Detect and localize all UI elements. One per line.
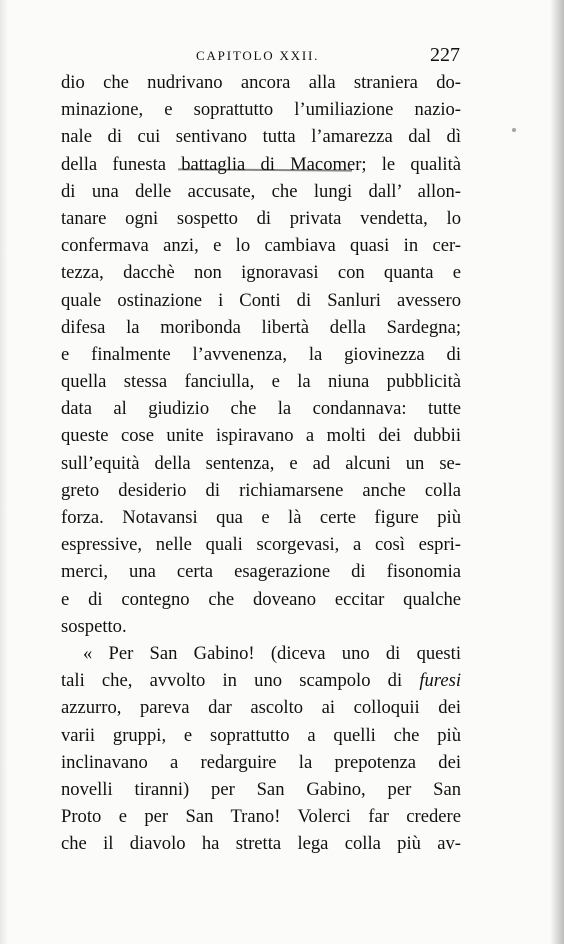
text-line: nale di cui sentivano tutta l’amarezza dal dì bbox=[61, 126, 461, 148]
text-line: Proto e per San Trano! Volerci far credere bbox=[61, 806, 461, 828]
page-gutter-shadow bbox=[0, 0, 8, 944]
text-line: confermava anzi, e lo cambiava quasi in cer- bbox=[61, 235, 461, 257]
text-line: tezza, dacchè non ignoravasi con quanta e bbox=[61, 262, 461, 284]
text-line: difesa la moribonda libertà della Sardegna; bbox=[61, 316, 461, 338]
running-head bbox=[60, 44, 460, 68]
text-fragment: tali che, avvolto in uno scampolo di bbox=[61, 670, 420, 692]
page-edge-shadow bbox=[550, 0, 564, 944]
text-line: della funesta battaglia di Macomer; le qualità bbox=[61, 153, 461, 175]
text-line: minazione, e soprattutto l’umiliazione nazio- bbox=[61, 99, 461, 121]
text-line: espressive, nelle quali scorgevasi, a così espri- bbox=[61, 534, 461, 556]
text-line-with-italic bbox=[61, 667, 461, 694]
page-number: 227 bbox=[430, 44, 460, 66]
text-line: sospetto. bbox=[61, 615, 127, 637]
text-line: quale ostinazione i Conti di Sanluri avessero bbox=[61, 289, 461, 311]
text-line: greto desiderio di richiamarsene anche colla bbox=[61, 479, 461, 501]
text-line: quella stessa fanciulla, e la niuna pubblicità bbox=[61, 371, 461, 393]
text-line: dio che nudrivano ancora alla straniera do- bbox=[61, 72, 461, 93]
text-line: novelli tiranni) per San Gabino, per San bbox=[61, 778, 461, 800]
margin-dot bbox=[512, 128, 516, 132]
text-line: e di contegno che doveano eccitar qualche bbox=[61, 588, 461, 610]
text-line: merci, una certa esagerazione di fisonomia bbox=[61, 561, 461, 583]
italic-word: furesi bbox=[419, 670, 461, 692]
text-line: tanare ogni sospetto di privata vendetta, lo bbox=[61, 207, 461, 229]
chapter-heading: CAPITOLO XXII. bbox=[196, 48, 320, 63]
body-text bbox=[61, 69, 461, 857]
text-line: sull’equità della sentenza, e ad alcuni un se- bbox=[61, 452, 461, 474]
text-line: di una delle accusate, che lungi dall’ allon- bbox=[61, 180, 461, 202]
text-line: inclinavano a redarguire la prepotenza dei bbox=[61, 751, 461, 773]
text-line: data al giudizio che la condannava: tutte bbox=[61, 398, 461, 420]
text-line: « Per San Gabino! (diceva uno di questi bbox=[83, 642, 461, 664]
text-line: forza. Notavansi qua e là certe figure più bbox=[61, 507, 461, 528]
text-line: che il diavolo ha stretta lega colla più av- bbox=[61, 833, 461, 855]
text-line: azzurro, pareva dar ascolto ai colloquii dei bbox=[61, 697, 461, 719]
text-line: queste cose unite ispiravano a molti dei dubbii bbox=[61, 425, 461, 447]
text-line: e finalmente l’avvenenza, la giovinezza di bbox=[61, 343, 461, 365]
text-line: varii gruppi, e soprattutto a quelli che più bbox=[61, 724, 461, 746]
